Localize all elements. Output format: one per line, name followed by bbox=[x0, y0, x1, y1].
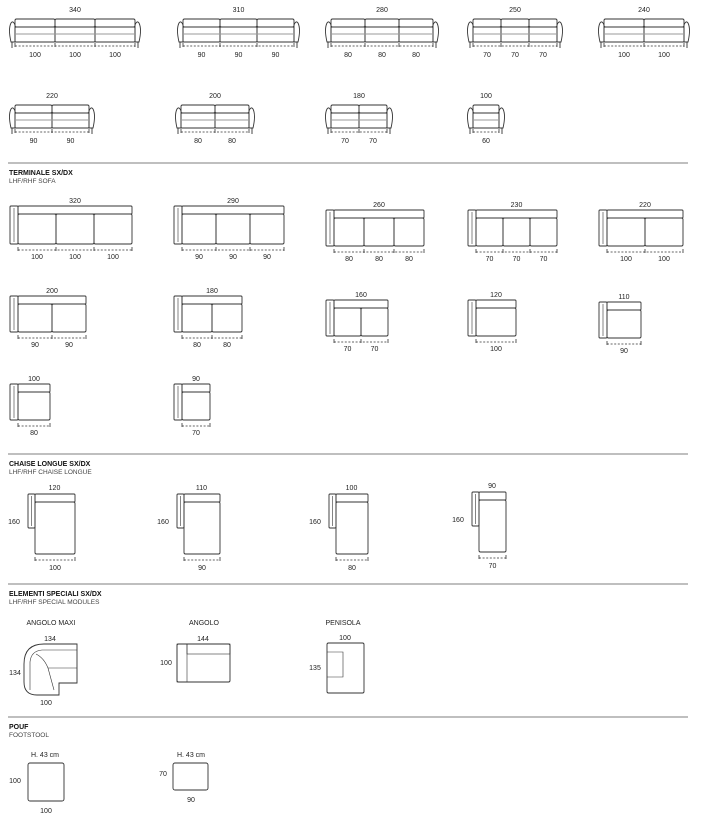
terminal-180 bbox=[174, 288, 242, 349]
module-width-label: 90 bbox=[234, 52, 243, 59]
left-armrest bbox=[10, 22, 16, 42]
module-width-label: 90 bbox=[229, 254, 237, 261]
module-width-label: 90 bbox=[197, 52, 206, 59]
sofa-250 bbox=[468, 7, 563, 59]
chaise-seat bbox=[184, 502, 220, 554]
right-armrest bbox=[135, 22, 141, 42]
seat-cushion bbox=[250, 214, 284, 244]
right-armrest bbox=[557, 22, 563, 42]
module-name: ANGOLO MAXI bbox=[26, 620, 76, 627]
left-armrest bbox=[178, 22, 184, 42]
back-cushion bbox=[15, 19, 55, 27]
back-cushion bbox=[501, 19, 529, 27]
backrest bbox=[35, 494, 75, 502]
terminal-100 bbox=[10, 376, 50, 437]
seat-cushion bbox=[220, 27, 257, 42]
back-cushion bbox=[181, 105, 215, 113]
seat-cushion bbox=[473, 113, 499, 128]
module-width-label: 70 bbox=[512, 256, 521, 263]
module-width-label: 100 bbox=[31, 254, 43, 261]
seat-cushion bbox=[331, 27, 365, 42]
module-width-label: 90 bbox=[66, 138, 75, 145]
total-width-label: 260 bbox=[373, 202, 385, 209]
terminal-200 bbox=[10, 288, 86, 349]
seat-cushion bbox=[476, 218, 503, 246]
total-width-label: 90 bbox=[192, 376, 200, 383]
back-cushion bbox=[529, 19, 557, 27]
corner-outline bbox=[24, 644, 77, 695]
total-width-label: 200 bbox=[209, 93, 221, 100]
backrest bbox=[18, 384, 50, 392]
module-width-label: 90 bbox=[195, 254, 203, 261]
total-width-label: 200 bbox=[46, 288, 58, 295]
seat-cushion bbox=[182, 214, 216, 244]
chaise-seat bbox=[35, 502, 75, 554]
total-width-label: 120 bbox=[48, 485, 61, 492]
chaise-100 bbox=[309, 485, 368, 572]
depth-label: 135 bbox=[309, 665, 321, 672]
back-cushion bbox=[15, 105, 52, 113]
backrest bbox=[336, 494, 368, 502]
chaise-90 bbox=[452, 483, 506, 570]
seat-cushion bbox=[18, 214, 56, 244]
pouf-small bbox=[159, 752, 208, 804]
height-label: H. 43 cm bbox=[30, 752, 60, 759]
module-width-label: 90 bbox=[65, 342, 73, 349]
backrest bbox=[184, 494, 220, 502]
section-subtitle: LHF/RHF SPECIAL MODULES bbox=[9, 599, 100, 606]
total-width-label: 220 bbox=[46, 93, 58, 100]
width-label: 144 bbox=[197, 636, 209, 643]
sofa-100 bbox=[468, 93, 505, 145]
seat-cushion bbox=[55, 27, 95, 42]
width-label: 134 bbox=[44, 636, 56, 643]
seat-cushion bbox=[182, 304, 212, 332]
module-width-label: 70 bbox=[485, 256, 494, 263]
pouf-outline bbox=[28, 763, 64, 801]
total-width-label: 160 bbox=[355, 292, 367, 299]
terminal-320 bbox=[10, 198, 132, 261]
total-width-label: 110 bbox=[195, 485, 208, 492]
depth-label: 160 bbox=[452, 517, 464, 524]
seat-cushion bbox=[530, 218, 557, 246]
sofa-180 bbox=[326, 93, 393, 145]
seat-cushion bbox=[94, 214, 132, 244]
module-width-label: 100 bbox=[618, 52, 630, 59]
module-width-label: 80 bbox=[405, 256, 413, 263]
module-width-label: 80 bbox=[344, 52, 352, 59]
seat-cushion bbox=[18, 304, 52, 332]
backrest bbox=[182, 384, 210, 392]
section-title: TERMINALE SX/DX bbox=[9, 170, 73, 177]
module-width-label: 70 bbox=[341, 138, 349, 145]
module-width-label: 100 bbox=[658, 52, 670, 59]
height-label: H. 43 cm bbox=[176, 752, 206, 759]
seat-cushion bbox=[365, 27, 399, 42]
seat-cushion bbox=[181, 113, 215, 128]
total-width-label: 240 bbox=[638, 7, 650, 14]
width-label: 100 bbox=[339, 635, 351, 642]
back-cushion bbox=[55, 19, 95, 27]
module-width-label: 70 bbox=[369, 138, 377, 145]
back-cushion bbox=[257, 19, 294, 27]
top-back bbox=[187, 644, 230, 654]
backrest bbox=[182, 206, 284, 214]
seat-cushion bbox=[645, 218, 683, 246]
back-cushion bbox=[359, 105, 387, 113]
angolo bbox=[160, 620, 230, 682]
back-cushion bbox=[399, 19, 433, 27]
backrest bbox=[18, 206, 132, 214]
module-width-label: 80 bbox=[194, 138, 202, 145]
module-width-label: 80 bbox=[223, 342, 231, 349]
pouf-outline bbox=[173, 763, 208, 790]
module-width-label: 100 bbox=[658, 256, 670, 263]
terminal-160 bbox=[326, 292, 388, 353]
module-width-label: 100 bbox=[29, 52, 41, 59]
back-cushion bbox=[220, 19, 257, 27]
module-width-label: 90 bbox=[271, 52, 280, 59]
seat-cushion bbox=[644, 27, 684, 42]
seat-cushion bbox=[334, 218, 364, 246]
section-subtitle: LHF/RHF SOFA bbox=[9, 178, 56, 185]
seat-cushion bbox=[56, 214, 94, 244]
seat-cushion bbox=[501, 27, 529, 42]
seat-cushion bbox=[257, 27, 294, 42]
backrest bbox=[334, 300, 388, 308]
back-cushion bbox=[331, 105, 359, 113]
module-width-label: 80 bbox=[378, 52, 386, 59]
left-armrest bbox=[176, 108, 182, 128]
width-label: 90 bbox=[187, 797, 195, 804]
depth-label: 160 bbox=[309, 519, 321, 526]
left-armrest bbox=[468, 108, 474, 128]
bottom-width-label: 100 bbox=[40, 700, 52, 707]
sofa-340 bbox=[10, 7, 141, 59]
module-width-label: 80 bbox=[228, 138, 236, 145]
total-width-label: 100 bbox=[28, 376, 40, 383]
section-title: POUF bbox=[9, 724, 29, 731]
total-width-label: 230 bbox=[510, 202, 523, 209]
seat-cushion bbox=[216, 214, 250, 244]
total-width-label: 220 bbox=[639, 202, 651, 209]
chaise-seat bbox=[479, 500, 506, 552]
section-subtitle: FOOTSTOOL bbox=[9, 732, 49, 739]
module-name: ANGOLO bbox=[189, 620, 219, 627]
module-width-label: 90 bbox=[620, 348, 628, 355]
terminal-110 bbox=[599, 294, 641, 355]
total-width-label: 110 bbox=[618, 294, 630, 301]
section-title: CHAISE LONGUE SX/DX bbox=[9, 461, 91, 468]
sofa-240 bbox=[599, 7, 690, 59]
terminal-90 bbox=[174, 376, 210, 437]
depth-label: 100 bbox=[160, 660, 172, 667]
module-width-label: 70 bbox=[483, 52, 491, 59]
total-width-label: 100 bbox=[345, 485, 358, 492]
chaise-seat bbox=[336, 502, 368, 554]
right-armrest bbox=[294, 22, 300, 42]
penisola bbox=[309, 620, 364, 693]
seat-cushion bbox=[15, 27, 55, 42]
depth-label: 70 bbox=[159, 771, 167, 778]
seat-cushion bbox=[503, 218, 530, 246]
right-armrest bbox=[89, 108, 95, 128]
module-width-label: 100 bbox=[109, 52, 121, 59]
depth-label: 134 bbox=[9, 670, 21, 677]
seat-cushion bbox=[331, 113, 359, 128]
width-label: 100 bbox=[40, 808, 52, 815]
terminal-260 bbox=[326, 202, 424, 263]
section-title: ELEMENTI SPECIALI SX/DX bbox=[9, 591, 102, 598]
module-width-label: 70 bbox=[488, 563, 497, 570]
back-cushion bbox=[215, 105, 249, 113]
module-width-label: 100 bbox=[107, 254, 119, 261]
seat-cushion bbox=[364, 218, 394, 246]
chaise-120 bbox=[8, 485, 75, 572]
total-width-label: 90 bbox=[488, 483, 496, 490]
module-width-label: 100 bbox=[49, 565, 61, 572]
module-width-label: 100 bbox=[69, 254, 81, 261]
seat-cushion bbox=[52, 113, 89, 128]
left-armrest bbox=[599, 22, 605, 42]
backrest bbox=[607, 210, 683, 218]
left-armrest bbox=[326, 22, 332, 42]
left-armrest bbox=[10, 108, 16, 128]
total-width-label: 120 bbox=[490, 292, 502, 299]
backrest bbox=[18, 296, 86, 304]
backrest bbox=[182, 296, 242, 304]
depth-label: 100 bbox=[9, 778, 21, 785]
module-width-label: 100 bbox=[490, 346, 502, 353]
backrest bbox=[479, 492, 506, 500]
module-width-label: 70 bbox=[343, 346, 352, 353]
back-cushion bbox=[644, 19, 684, 27]
seat-cushion bbox=[18, 392, 50, 420]
seat-cushion bbox=[607, 310, 641, 338]
total-width-label: 320 bbox=[69, 198, 81, 205]
seat-cushion bbox=[182, 392, 210, 420]
seat-cushion bbox=[215, 113, 249, 128]
total-width-label: 310 bbox=[232, 7, 245, 14]
sofa-280 bbox=[326, 7, 439, 59]
terminal-230 bbox=[468, 202, 557, 263]
pouf-large bbox=[9, 752, 64, 815]
corner-outline bbox=[177, 644, 230, 682]
module-width-label: 80 bbox=[30, 430, 38, 437]
seat-cushion bbox=[361, 308, 388, 336]
back-inner bbox=[30, 650, 77, 662]
seat-cushion bbox=[529, 27, 557, 42]
peninsula-back bbox=[327, 652, 343, 677]
total-width-label: 250 bbox=[509, 7, 521, 14]
backrest bbox=[476, 210, 557, 218]
terminal-120 bbox=[468, 292, 516, 353]
back-cushion bbox=[95, 19, 135, 27]
seat-cushion bbox=[359, 113, 387, 128]
terminal-290 bbox=[174, 198, 284, 261]
depth-label: 160 bbox=[8, 519, 20, 526]
module-width-label: 70 bbox=[511, 52, 519, 59]
back-cushion bbox=[183, 19, 220, 27]
backrest bbox=[476, 300, 516, 308]
section-header bbox=[8, 584, 688, 606]
module-width-label: 80 bbox=[193, 342, 201, 349]
sofa-310 bbox=[178, 7, 300, 59]
module-width-label: 90 bbox=[31, 342, 39, 349]
total-width-label: 180 bbox=[353, 93, 365, 100]
backrest bbox=[334, 210, 424, 218]
module-width-label: 100 bbox=[69, 52, 81, 59]
module-name: PENISOLA bbox=[325, 620, 361, 627]
section-header bbox=[8, 163, 688, 185]
module-width-label: 70 bbox=[539, 52, 547, 59]
side-back bbox=[177, 644, 187, 682]
seat-cushion bbox=[476, 308, 516, 336]
right-armrest bbox=[387, 108, 393, 128]
seat-cushion bbox=[394, 218, 424, 246]
module-width-label: 90 bbox=[198, 565, 206, 572]
back-cushion bbox=[473, 105, 499, 113]
left-armrest bbox=[326, 108, 332, 128]
seat-cushion bbox=[183, 27, 220, 42]
right-armrest bbox=[249, 108, 255, 128]
chaise-110 bbox=[157, 485, 220, 572]
back-cushion bbox=[52, 105, 89, 113]
right-armrest bbox=[684, 22, 690, 42]
section-header bbox=[8, 717, 688, 739]
seat-cushion bbox=[399, 27, 433, 42]
right-armrest bbox=[499, 108, 505, 128]
right-armrest bbox=[433, 22, 439, 42]
seat-cushion bbox=[212, 304, 242, 332]
module-width-label: 80 bbox=[348, 565, 356, 572]
cushion-seam bbox=[36, 654, 54, 690]
module-width-label: 70 bbox=[370, 346, 379, 353]
angolo-maxi bbox=[9, 620, 77, 707]
sofa-220 bbox=[10, 93, 95, 145]
terminal-220 bbox=[599, 202, 683, 263]
seat-cushion bbox=[95, 27, 135, 42]
peninsula-outline bbox=[327, 643, 364, 693]
module-width-label: 80 bbox=[375, 256, 383, 263]
module-width-label: 100 bbox=[620, 256, 632, 263]
back-cushion bbox=[604, 19, 644, 27]
seat-cushion bbox=[604, 27, 644, 42]
module-width-label: 70 bbox=[192, 430, 200, 437]
back-cushion bbox=[331, 19, 365, 27]
total-width-label: 280 bbox=[376, 7, 388, 14]
sofa-200 bbox=[176, 93, 255, 145]
module-width-label: 80 bbox=[412, 52, 420, 59]
depth-label: 160 bbox=[157, 519, 169, 526]
section-header bbox=[8, 454, 688, 476]
seat-cushion bbox=[15, 113, 52, 128]
module-width-label: 80 bbox=[345, 256, 353, 263]
seat-cushion bbox=[473, 27, 501, 42]
section-subtitle: LHF/RHF CHAISE LONGUE bbox=[9, 469, 92, 476]
back-cushion bbox=[365, 19, 399, 27]
total-width-label: 290 bbox=[227, 198, 239, 205]
module-width-label: 90 bbox=[29, 138, 38, 145]
back-cushion bbox=[473, 19, 501, 27]
module-width-label: 70 bbox=[539, 256, 548, 263]
seat-cushion bbox=[334, 308, 361, 336]
total-width-label: 100 bbox=[480, 93, 492, 100]
module-width-label: 60 bbox=[482, 138, 490, 145]
module-width-label: 90 bbox=[263, 254, 271, 261]
seat-cushion bbox=[607, 218, 645, 246]
backrest bbox=[607, 302, 641, 310]
total-width-label: 340 bbox=[69, 7, 81, 14]
total-width-label: 180 bbox=[206, 288, 218, 295]
left-armrest bbox=[468, 22, 474, 42]
seat-cushion bbox=[52, 304, 86, 332]
